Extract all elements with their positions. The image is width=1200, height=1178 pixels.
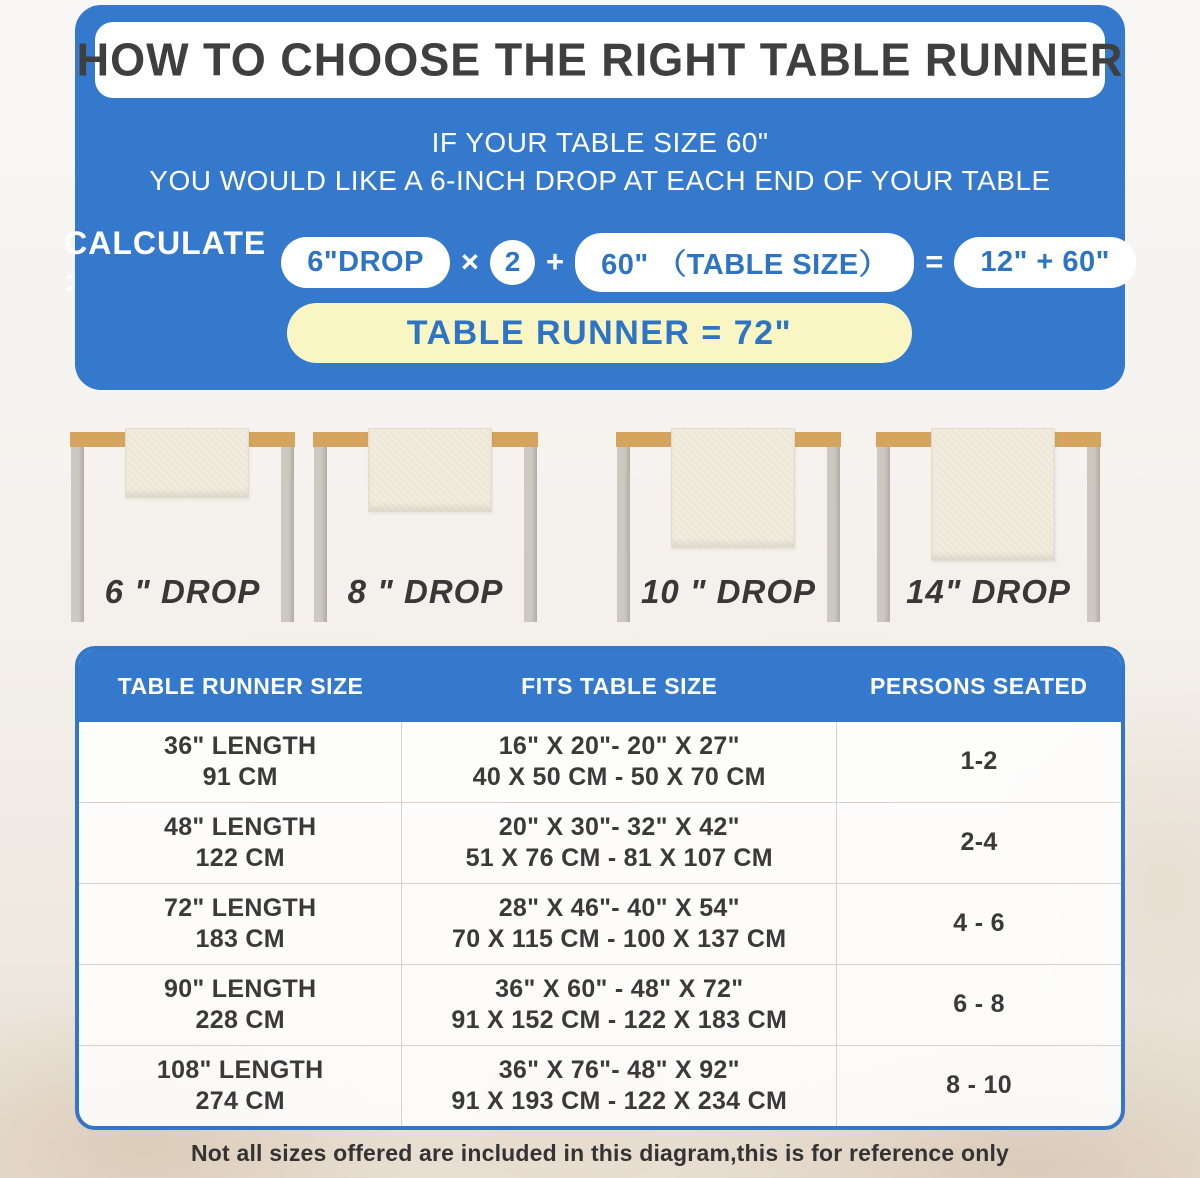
persons-cell	[837, 1046, 1121, 1126]
runner-size-cell	[79, 803, 401, 883]
table-size-pill: 60" （TABLE SIZE）	[575, 233, 914, 292]
drop-example-8in	[313, 425, 538, 647]
persons-seated: 6 - 8	[953, 990, 1005, 1019]
sum-pill: 12" + 60"	[954, 237, 1136, 288]
runner-size-cell	[79, 1046, 401, 1126]
runner-length-cm: 91 CM	[202, 763, 278, 791]
size-table-panel	[75, 646, 1125, 1130]
runner-length-cm: 274 CM	[195, 1087, 285, 1115]
table-row	[79, 1045, 1121, 1126]
fits-size-cell	[401, 1046, 837, 1126]
fits-inches: 16" X 20"- 20" X 27"	[498, 731, 740, 760]
table-runner	[125, 428, 249, 498]
persons-cell	[837, 884, 1121, 964]
persons-seated: 1-2	[960, 747, 998, 776]
persons-cell	[837, 965, 1121, 1045]
fits-size-cell	[401, 965, 837, 1045]
table-runner	[671, 428, 795, 548]
runner-length: 90" LENGTH	[164, 974, 317, 1003]
plus-sign: +	[546, 244, 565, 279]
runner-length-cm: 122 CM	[195, 844, 285, 872]
drop-label: 6 " DROP	[104, 573, 261, 610]
drop-value-pill: 6"DROP	[281, 237, 450, 288]
calculate-formula	[64, 225, 1125, 298]
table-row	[79, 964, 1121, 1045]
fits-cm: 51 X 76 CM - 81 X 107 CM	[465, 844, 773, 872]
column-header-persons: PERSONS SEATED	[870, 672, 1088, 699]
fits-cm: 91 X 193 CM - 122 X 234 CM	[451, 1087, 788, 1115]
fits-cm: 70 X 115 CM - 100 X 137 CM	[452, 925, 787, 953]
size-table-body	[79, 722, 1121, 1126]
persons-seated: 2-4	[960, 828, 998, 857]
persons-seated: 4 - 6	[953, 909, 1005, 938]
drop-example-6in	[70, 425, 295, 647]
fits-size-cell	[401, 884, 837, 964]
equals-sign: =	[925, 244, 944, 279]
result-banner: TABLE RUNNER = 72"	[287, 303, 912, 363]
runner-length: 72" LENGTH	[164, 893, 317, 922]
fits-inches: 36" X 60" - 48" X 72"	[495, 974, 744, 1003]
persons-cell	[837, 803, 1121, 883]
fits-inches: 20" X 30"- 32" X 42"	[498, 812, 740, 841]
fits-size-cell	[401, 722, 837, 802]
drop-example-10in	[616, 425, 841, 647]
table-row	[79, 802, 1121, 883]
fits-cm: 40 X 50 CM - 50 X 70 CM	[472, 763, 766, 791]
fits-inches: 28" X 46"- 40" X 54"	[498, 893, 740, 922]
size-table-header	[79, 650, 1121, 722]
column-header-runner-size: TABLE RUNNER SIZE	[117, 672, 364, 699]
drop-label: 8 " DROP	[347, 573, 504, 610]
calculate-label: CALCULATE :	[64, 225, 267, 298]
multiplier-circle: 2	[490, 240, 535, 285]
runner-length-cm: 183 CM	[195, 925, 285, 953]
drop-example-14in	[876, 425, 1101, 647]
fits-cm: 91 X 152 CM - 122 X 183 CM	[451, 1006, 788, 1034]
page-title: HOW TO CHOOSE THE RIGHT TABLE RUNNER	[76, 32, 1124, 86]
persons-seated: 8 - 10	[946, 1071, 1012, 1100]
times-sign: ×	[460, 244, 480, 279]
runner-length: 36" LENGTH	[164, 731, 317, 760]
subtitle-line-1: IF YOUR TABLE SIZE 60"	[431, 127, 769, 158]
persons-cell	[837, 722, 1121, 802]
table-row	[79, 883, 1121, 964]
table-runner	[931, 428, 1055, 561]
fits-inches: 36" X 76"- 48" X 92"	[498, 1055, 740, 1084]
footer-note: Not all sizes offered are included in this diagram,this is for reference only	[190, 1140, 1010, 1166]
runner-size-cell	[79, 884, 401, 964]
table-row	[79, 722, 1121, 802]
runner-size-cell	[79, 722, 401, 802]
header-panel	[64, 5, 1125, 390]
table-runner	[368, 428, 492, 512]
fits-size-cell	[401, 803, 837, 883]
subtitle-line-2: YOU WOULD LIKE A 6-INCH DROP AT EACH END OF YOUR TABLE	[149, 165, 1051, 196]
runner-length: 108" LENGTH	[156, 1055, 324, 1084]
runner-size-cell	[79, 965, 401, 1045]
runner-length: 48" LENGTH	[164, 812, 317, 841]
drop-label: 10 " DROP	[640, 573, 817, 610]
column-header-fits-size: FITS TABLE SIZE	[521, 672, 718, 699]
drop-label: 14" DROP	[906, 573, 1071, 610]
runner-length-cm: 228 CM	[195, 1006, 285, 1034]
title-banner	[76, 22, 1124, 98]
